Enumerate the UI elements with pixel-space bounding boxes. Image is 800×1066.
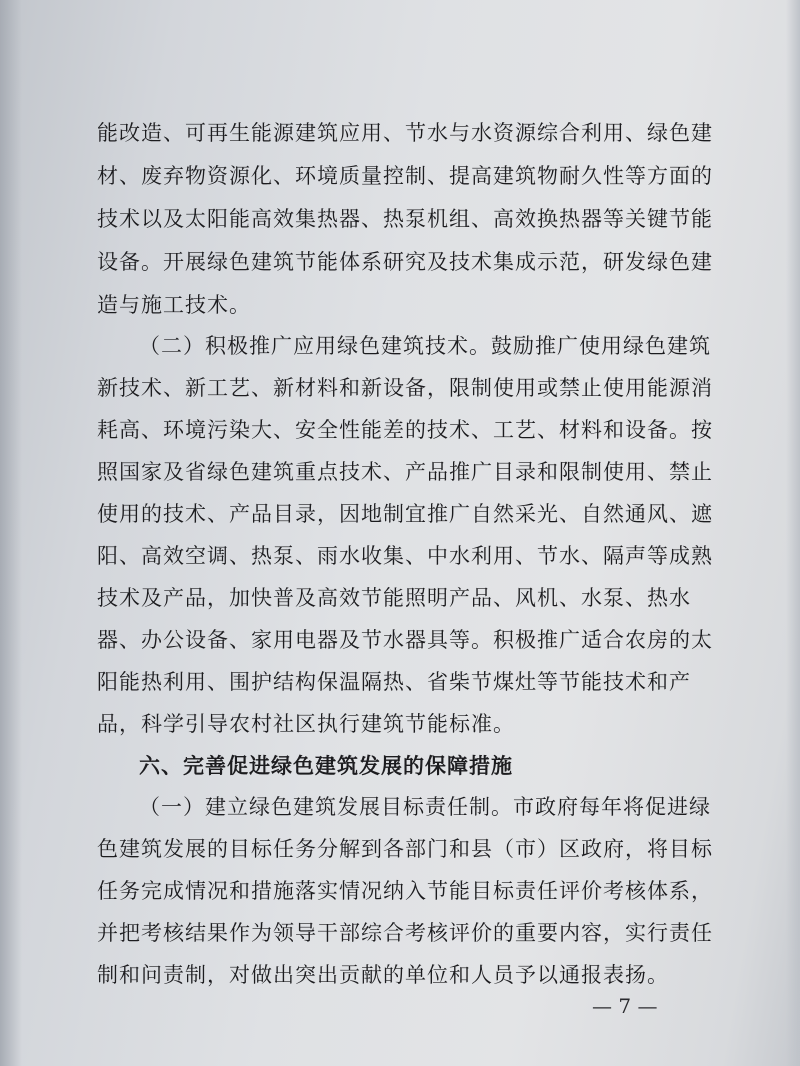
text-line: 技术以及太阳能高效集热器、热泵机组、高效换热器等关键节能 xyxy=(97,207,713,231)
text-line: 耗高、环境污染大、安全性能差的技术、工艺、材料和设备。按 xyxy=(97,418,713,442)
text-line: 制和问责制，对做出突出贡献的单位和人员予以通报表扬。 xyxy=(97,963,669,987)
text-line: 技术及产品，加快普及高效节能照明产品、风机、水泵、热水 xyxy=(97,586,691,610)
page-right-edge xyxy=(786,0,800,1066)
text-line: 阳能热利用、围护结构保温隔热、省柴节煤灶等节能技术和产 xyxy=(97,670,691,694)
text-line: 设备。开展绿色建筑节能体系研究及技术集成示范，研发绿色建 xyxy=(97,250,713,274)
text-line: 器、办公设备、家用电器及节水器具等。积极推广适合农房的太 xyxy=(97,628,713,652)
text-line: 任务完成情况和措施落实情况纳入节能目标责任评价考核体系， xyxy=(97,879,713,903)
paragraph-start-line: （一）建立绿色建筑发展目标责任制。市政府每年将促进绿 xyxy=(139,795,711,819)
text-line: 并把考核结果作为领导干部综合考核评价的重要内容，实行责任 xyxy=(97,921,713,945)
paragraph-start-line: （二）积极推广应用绿色建筑技术。鼓励推广使用绿色建筑 xyxy=(139,334,711,358)
text-line: 能改造、可再生能源建筑应用、节水与水资源综合利用、绿色建 xyxy=(97,121,713,145)
text-line: 材、废弃物资源化、环境质量控制、提高建筑物耐久性等方面的 xyxy=(97,164,713,188)
text-line: 照国家及省绿色建筑重点技术、产品推广目录和限制使用、禁止 xyxy=(97,460,713,484)
text-line: 阳、高效空调、热泵、雨水收集、中水利用、节水、隔声等成熟 xyxy=(97,544,713,568)
text-line: 新技术、新工艺、新材料和新设备，限制使用或禁止使用能源消 xyxy=(97,376,713,400)
section-heading: 六、完善促进绿色建筑发展的保障措施 xyxy=(139,754,513,778)
page-number: — 7 — xyxy=(592,994,658,1018)
text-line: 造与施工技术。 xyxy=(97,293,251,317)
page-left-shadow xyxy=(0,0,22,1066)
text-line: 品，科学引导农村社区执行建筑节能标准。 xyxy=(97,712,515,736)
text-line: 使用的技术、产品目录，因地制宜推广自然采光、自然通风、遮 xyxy=(97,502,713,526)
text-line: 色建筑发展的目标任务分解到各部门和县（市）区政府，将目标 xyxy=(97,837,713,861)
